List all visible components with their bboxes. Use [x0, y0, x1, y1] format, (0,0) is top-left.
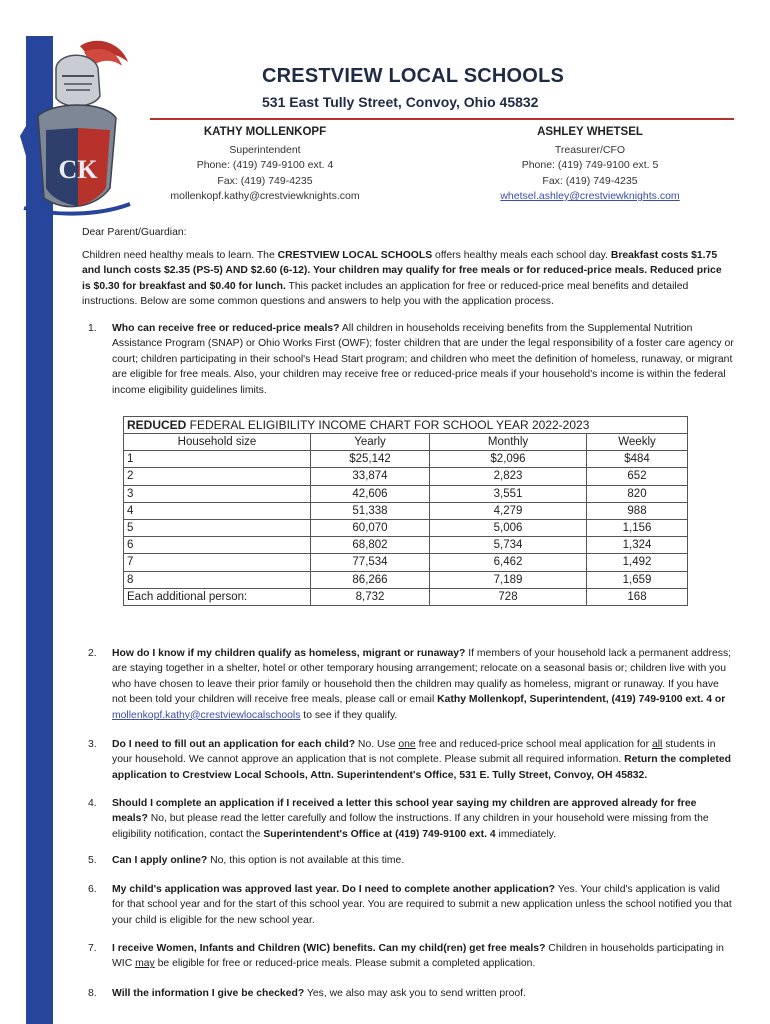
question-number: 1.	[88, 323, 97, 334]
question-7-answer-1: Children in households participating in WIC	[112, 943, 724, 970]
question-number: 2.	[88, 648, 97, 659]
question-2-heading: How do I know if my children qualify as homeless, migrant or runaway?	[112, 648, 466, 659]
question-6	[112, 882, 734, 928]
intro-text-3: This packet includes an application for free or reduced-price meal benefits and detailed instructions. Below are some common questions and answers to help you with the application process.	[82, 280, 689, 308]
cell-yearly: 8,732	[311, 588, 430, 605]
table-caption-rest: FEDERAL ELIGIBILITY INCOME CHART FOR SCHOOL YEAR 2022-2023	[186, 418, 590, 432]
question-4-heading: Should I complete an application if I received a letter this school year saying my children are approved already for free meals?	[112, 798, 697, 825]
cell-household-size: 5	[124, 519, 311, 536]
question-3-heading: Do I need to fill out an application for each child?	[112, 739, 356, 750]
header-household-size: Household size	[124, 434, 311, 451]
question-2-contact: Kathy Mollenkopf, Superintendent, (419) 749-9100 ext. 4 or	[437, 694, 726, 706]
question-3-all: all	[651, 739, 663, 750]
question-number: 8.	[88, 988, 97, 999]
superintendent-fax: Fax: (419) 749-4235	[217, 174, 313, 187]
treasurer-title: Treasurer/CFO	[554, 143, 626, 156]
table-row	[124, 537, 688, 554]
cell-weekly: 1,659	[587, 571, 688, 588]
cell-household-size: 4	[124, 502, 311, 519]
intro-meal-prices: Breakfast costs $1.75 and lunch costs $2.35 (PS-5) AND $2.60 (6-12). Your children may qualify for free meals or for reduced-price meals. Reduced price is $0.30 for breakfast and $0.40 for lunch.	[82, 250, 722, 292]
cell-yearly: 60,070	[311, 519, 430, 536]
treasurer-contact	[465, 125, 715, 205]
question-7	[112, 941, 734, 972]
cell-household-size: 1	[124, 451, 311, 468]
question-4-office: Superintendent's Office at (419) 749-9100 ext. 4	[263, 828, 496, 840]
treasurer-phone: Phone: (419) 749-9100 ext. 5	[521, 159, 659, 171]
school-name-heading: CRESTVIEW LOCAL SCHOOLS	[262, 65, 565, 87]
cell-monthly: 5,006	[430, 519, 587, 536]
question-3-answer-2: free and reduced-price school meal application for	[415, 739, 652, 750]
cell-weekly: 168	[587, 588, 688, 605]
intro-text-1: Children need healthy meals to learn. The	[82, 250, 278, 261]
question-7-may: may	[135, 958, 155, 970]
cell-weekly: 1,156	[587, 519, 688, 536]
cell-yearly: 42,606	[311, 485, 430, 502]
table-caption	[124, 417, 688, 434]
cell-monthly: 5,734	[430, 537, 587, 554]
question-6-heading: My child's application was approved last year. Do I need to complete another application?	[112, 884, 556, 895]
question-4	[112, 796, 734, 842]
question-3-answer-3: students in your household. We cannot approve an application that is not complete. Please submit all required information.	[112, 739, 716, 766]
question-1-heading: Who can receive free or reduced-price meals?	[112, 323, 340, 334]
header-yearly: Yearly	[311, 434, 430, 451]
table-caption-bold: REDUCED	[127, 418, 187, 432]
question-number: 4.	[88, 798, 97, 809]
question-1	[112, 321, 734, 398]
question-7-heading: I receive Women, Infants and Children (WIC) benefits. Can my child(ren) get free meals?	[112, 943, 546, 954]
question-2-answer-end: to see if they qualify.	[300, 709, 398, 721]
table-row	[124, 519, 688, 536]
cell-monthly: 7,189	[430, 571, 587, 588]
cell-yearly: 86,266	[311, 571, 430, 588]
question-7-answer-2: be eligible for free or reduced-price meals. Please submit a completed application.	[154, 958, 536, 970]
superintendent-name: KATHY MOLLENKOPF	[203, 126, 327, 138]
header-weekly: Weekly	[587, 434, 688, 451]
table-row	[124, 571, 688, 588]
letterhead-divider	[150, 118, 734, 120]
question-2	[112, 646, 734, 723]
table-row	[124, 468, 688, 485]
cell-household-size: 8	[124, 571, 311, 588]
intro-district-name: CRESTVIEW LOCAL SCHOOLS	[277, 250, 433, 261]
cell-weekly: 652	[587, 468, 688, 485]
intro-text-2: offers healthy meals each school day.	[432, 250, 611, 261]
question-2-answer: If members of your household lack a permanent address; are staying together in a shelter, hotel or other temporary housing arrangement; relocate on a seasonal basis or; children live with you who have chosen to leave their prior family or household then the children may qualify as homeless, migrant or runaway. If you have not been told your children will receive free meals, please call or email	[112, 648, 732, 706]
question-6-answer: Yes. Your child's application is valid for that school year and for the start of this school year. You are required to submit a new application unless the school notified you that your child is eligible for the new school year.	[112, 884, 732, 926]
question-3	[112, 737, 734, 783]
header-monthly: Monthly	[430, 434, 587, 451]
question-8	[112, 986, 734, 1001]
greeting: Dear Parent/Guardian:	[82, 227, 187, 238]
cell-household-size: 3	[124, 485, 311, 502]
question-3-return-address: Return the completed application to Crestview Local Schools, Attn. Superintendent's Office, 531 E. Tully Street, Convoy, OH 45832.	[112, 754, 731, 781]
treasurer-email-link[interactable]: whetsel.ashley@crestviewknights.com	[500, 190, 680, 202]
cell-yearly: 51,338	[311, 502, 430, 519]
question-number: 7.	[88, 943, 97, 954]
question-number: 6.	[88, 884, 97, 895]
income-eligibility-table	[123, 416, 688, 606]
cell-weekly: $484	[587, 451, 688, 468]
table-row	[124, 502, 688, 519]
superintendent-phone: Phone: (419) 749-9100 ext. 4	[196, 159, 334, 171]
question-5-answer: No, this option is not available at this time.	[207, 855, 405, 866]
cell-weekly: 1,324	[587, 537, 688, 554]
knight-logo-icon	[18, 38, 136, 220]
table-row	[124, 485, 688, 502]
cell-yearly: 68,802	[311, 537, 430, 554]
cell-weekly: 1,492	[587, 554, 688, 571]
cell-weekly: 820	[587, 485, 688, 502]
question-8-answer: Yes, we also may ask you to send written proof.	[304, 988, 526, 999]
table-row	[124, 451, 688, 468]
superintendent-contact	[140, 125, 390, 205]
question-5	[112, 853, 734, 868]
table-row	[124, 554, 688, 571]
question-4-answer-1: No, but please read the letter carefully and follow the instructions. If any children in your household were missing from the eligibility notification, contact the	[112, 813, 709, 840]
question-3-answer-1: No. Use	[355, 739, 399, 750]
cell-monthly: 3,551	[430, 485, 587, 502]
question-number: 5.	[88, 855, 97, 866]
cell-monthly: 4,279	[430, 502, 587, 519]
question-4-answer-2: immediately.	[495, 828, 557, 840]
cell-monthly: 6,462	[430, 554, 587, 571]
cell-monthly: 2,823	[430, 468, 587, 485]
logo-initials: CK	[58, 155, 98, 184]
superintendent-title: Superintendent	[229, 143, 301, 156]
cell-yearly: 33,874	[311, 468, 430, 485]
superintendent-email-link[interactable]: mollenkopf.kathy@crestviewlocalschools	[112, 709, 301, 721]
question-1-answer: All children in households receiving benefits from the Supplemental Nutrition Assistance Program (SNAP) or Ohio Works First (OWF); foster children that are under the legal responsibility of a foster care agency or court; children participating in their school's Head Start program; and children who meet the definition of homeless, runaway, or migrant are eligible for free meals. Also, your children may receive free or reduced-price meals if your household's income is within the federal income eligibility guidelines limits.	[112, 323, 734, 396]
table-row	[124, 588, 688, 605]
cell-monthly: $2,096	[430, 451, 587, 468]
treasurer-fax: Fax: (419) 749-4235	[542, 174, 638, 187]
cell-household-size: Each additional person:	[124, 588, 311, 605]
cell-household-size: 6	[124, 537, 311, 554]
question-number: 3.	[88, 739, 97, 750]
cell-weekly: 988	[587, 502, 688, 519]
superintendent-email[interactable]: mollenkopf.kathy@crestviewknights.com	[170, 190, 360, 202]
treasurer-name: ASHLEY WHETSEL	[537, 126, 643, 138]
question-5-heading: Can I apply online?	[112, 855, 208, 866]
intro-paragraph	[82, 248, 732, 310]
cell-monthly: 728	[430, 588, 587, 605]
question-8-heading: Will the information I give be checked?	[112, 988, 305, 999]
cell-household-size: 2	[124, 468, 311, 485]
cell-yearly: $25,142	[311, 451, 430, 468]
question-3-one: one	[398, 739, 416, 750]
cell-yearly: 77,534	[311, 554, 430, 571]
cell-household-size: 7	[124, 554, 311, 571]
school-address: 531 East Tully Street, Convoy, Ohio 45832	[262, 94, 539, 110]
